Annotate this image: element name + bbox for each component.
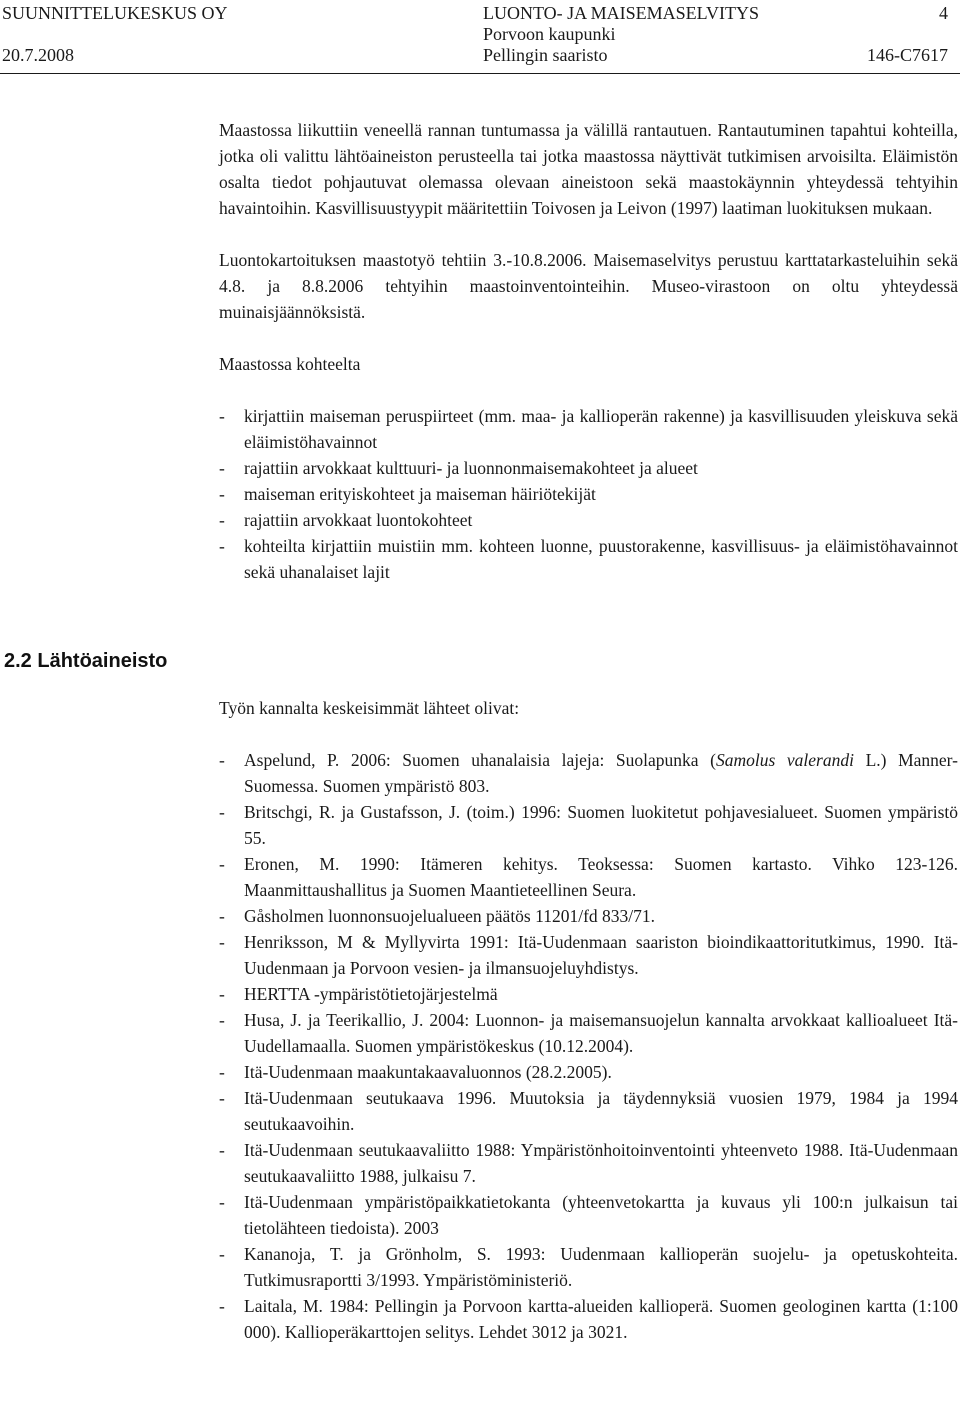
paragraph-fieldwork: Maastossa liikuttiin veneellä rannan tuntumassa ja välillä rantautuen. Rantautuminen tapahtui kohteilla, jotka oli valittu lähtöaineiston perusteella tai jotka maastossa näyttivät tutkimisen arvoisilta. Eläimistön osalta tiedot pohjautuvat olemassa olevaan aineistoon sekä maastokäynnin yhteydessä tehtyihin havaintoihin. Kasvillisuustyypit määritettiin Toivosen ja Leivon (1997) laatiman luokituksen mukaan. [219, 120, 958, 218]
sources-section [219, 695, 958, 1345]
body-top [219, 117, 958, 585]
section-heading: 2.2 Lähtöaineisto [4, 650, 168, 672]
species-name: Samolus valerandi [716, 750, 854, 770]
reference-item: - HERTTA -ympäristötietojärjestelmä [219, 981, 958, 1007]
header-page-number: 4 [939, 3, 948, 23]
reference-item: - Henriksson, M & Myllyvirta 1991: Itä-Uudenmaan saariston bioindikaattoritutkimus, 1990. Itä-Uudenmaan ja Porvoon vesien- ja ilmansuojeluyhdistys. [219, 929, 958, 981]
field-list [219, 403, 958, 585]
list-item: - rajattiin arvokkaat luontokohteet [219, 507, 958, 533]
reference-item: - Laitala, M. 1984: Pellingin ja Porvoon kartta-alueiden kallioperä. Suomen geologinen kartta (1:100 000). Kallioperäkarttojen selitys. Lehdet 3012 ja 3021. [219, 1293, 958, 1345]
reference-item: - Britschgi, R. ja Gustafsson, J. (toim.) 1996: Suomen luokitetut pohjavesialueet. Suomen ympäristö 55. [219, 799, 958, 851]
header-company: SUUNNITTELUKESKUS OY [2, 3, 228, 23]
reference-item: - Itä-Uudenmaan seutukaava 1996. Muutoksia ja täydennyksiä vuosien 1979, 1984 ja 1994 seutukaavoihin. [219, 1085, 958, 1137]
reference-item: - Itä-Uudenmaan seutukaavaliitto 1988: Ympäristönhoitoinventointi yhteenveto 1988. Itä-Uudenmaan seutukaavaliitto 1988, julkaisu 7. [219, 1137, 958, 1189]
reference-item: - Kananoja, T. ja Grönholm, S. 1993: Uudenmaan kallioperän suojelu- ja opetuskohteita. Tutkimusraportti 3/1993. Ympäristöministeriö. [219, 1241, 958, 1293]
reference-item [219, 747, 958, 799]
reference-list [219, 747, 958, 1345]
reference-item: - Gåsholmen luonnonsuojelualueen päätös 11201/fd 833/71. [219, 903, 958, 929]
reference-item: - Husa, J. ja Teerikallio, J. 2004: Luonnon- ja maisemansuojelun kannalta arvokkaat kallioalueet Itä-Uudellamaalla. Suomen ympäristökeskus (10.12.2004). [219, 1007, 958, 1059]
reference-item: - Itä-Uudenmaan maakuntakaavaluonnos (28.2.2005). [219, 1059, 958, 1085]
reference-text: L.) Manner-Suomessa. Suomen ympäristö 803. [244, 750, 958, 796]
field-label: Maastossa kohteelta [219, 354, 361, 374]
header-area: Pellingin saaristo [483, 45, 608, 65]
reference-item: - Eronen, M. 1990: Itämeren kehitys. Teoksessa: Suomen kartasto. Vihko 123-126. Maanmittaushallitus ja Suomen Maantieteellinen Seura. [219, 851, 958, 903]
list-item: - kirjattiin maiseman peruspiirteet (mm. maa- ja kallioperän rakenne) ja kasvillisuuden yleiskuva sekä eläimistöhavainnot [219, 403, 958, 455]
header-client: Porvoon kaupunki [483, 24, 616, 44]
list-item: - rajattiin arvokkaat kulttuuri- ja luonnonmaisemakohteet ja alueet [219, 455, 958, 481]
header-divider [0, 73, 960, 74]
sources-intro: Työn kannalta keskeisimmät lähteet olivat: [219, 698, 520, 718]
header-doc-code: 146-C7617 [867, 45, 948, 65]
paragraph-schedule: Luontokartoituksen maastotyö tehtiin 3.-10.8.2006. Maisemaselvitys perustuu karttatarkasteluihin sekä 4.8. ja 8.8.2006 tehtyihin maastoinventointeihin. Museo-virastoon on oltu yhteydessä muinaisjäännöksistä. [219, 250, 958, 322]
header-report-title: LUONTO- JA MAISEMASELVITYS [483, 3, 760, 23]
reference-text: Aspelund, P. 2006: Suomen uhanalaisia lajeja: Suolapunka ( [244, 750, 716, 770]
header-date: 20.7.2008 [2, 45, 74, 65]
reference-item: - Itä-Uudenmaan ympäristöpaikkatietokanta (yhteenvetokartta ja kuvaus yli 100:n julkaisun tai tietolähteen tiedoista). 2003 [219, 1189, 958, 1241]
list-item: - maiseman erityiskohteet ja maiseman häiriötekijät [219, 481, 958, 507]
list-item: - kohteilta kirjattiin muistiin mm. kohteen luonne, puustorakenne, kasvillisuus- ja eläimistöhavainnot sekä uhanalaiset lajit [219, 533, 958, 585]
